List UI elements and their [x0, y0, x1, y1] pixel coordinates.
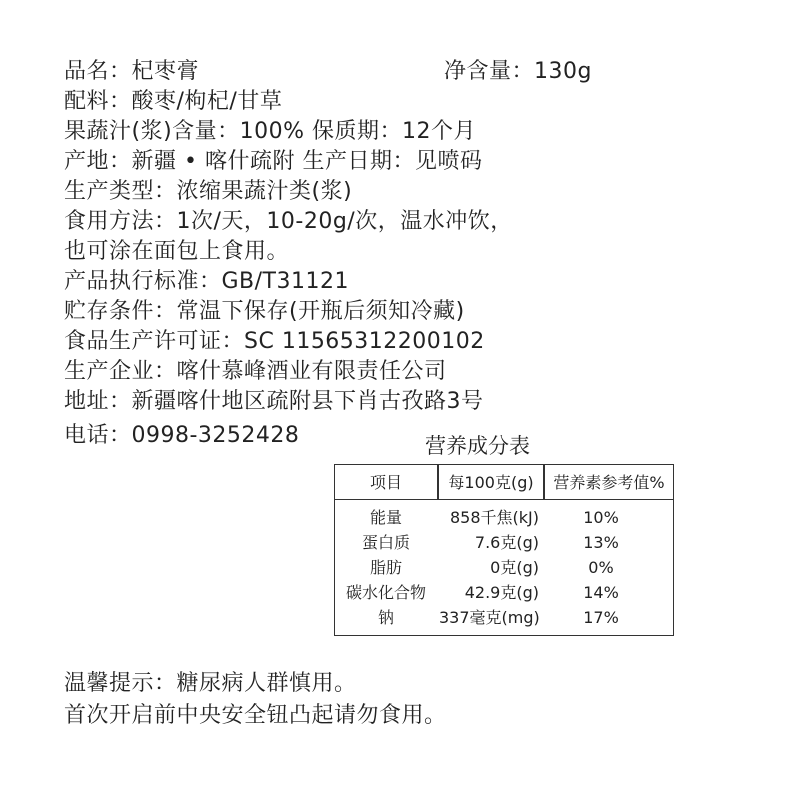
nutrient-name: 脂肪 [369, 558, 402, 577]
header-per-100g: 每100克(g) [448, 473, 534, 492]
nutrient-amount: 858千焦(kJ) [449, 508, 539, 527]
label-line-address: 地址：新疆喀什地区疏附县下肖古孜路3号 [64, 389, 484, 414]
nutrient-amount: 42.9克(g) [464, 583, 539, 602]
label-line-product-type: 生产类型：浓缩果蔬汁类(浆) [64, 179, 353, 204]
product-name-text: 品名：杞枣膏 [64, 59, 200, 84]
label-line-product-name [64, 57, 592, 87]
nutrient-amount: 0克(g) [490, 558, 539, 577]
label-line-manufacturer: 生产企业：喀什慕峰酒业有限责任公司 [64, 359, 447, 384]
label-line-origin: 产地：新疆 • 喀什疏附 生产日期：见喷码 [64, 149, 483, 174]
nutrition-header-row [335, 465, 673, 500]
nutrient-nrv: 10% [583, 508, 619, 527]
nutrient-amount: 337毫克(mg) [439, 608, 540, 627]
nutrient-nrv: 14% [583, 583, 619, 602]
tip-diabetes: 温馨提示：糖尿病人群慎用。 [64, 671, 357, 696]
label-line-phone: 电话：0998-3252428 [64, 423, 300, 448]
nutrient-nrv: 0% [588, 558, 614, 577]
nutrient-name: 钠 [377, 608, 394, 627]
nutrient-name: 碳水化合物 [345, 583, 426, 602]
label-line-storage: 贮存条件：常温下保存(开瓶后须知冷藏) [64, 299, 465, 324]
label-line-usage: 食用方法：1次/天，10-20g/次，温水冲饮， [64, 209, 513, 234]
net-content-text: 净含量：130g [444, 59, 592, 84]
nutrition-title: 营养成分表 [425, 434, 530, 458]
label-line-standard: 产品执行标准：GB/T31121 [64, 269, 349, 294]
label-line-usage-cont: 也可涂在面包上食用。 [64, 239, 290, 264]
label-line-juice-content: 果蔬汁(浆)含量：100% 保质期：12个月 [64, 119, 477, 144]
label-line-license: 食品生产许可证：SC 11565312200102 [64, 329, 485, 354]
nutrient-name: 能量 [369, 508, 402, 527]
header-nrv: 营养素参考值% [553, 473, 665, 492]
header-item: 项目 [369, 473, 402, 492]
nutrient-name: 蛋白质 [361, 533, 410, 552]
nutrient-nrv: 13% [583, 533, 619, 552]
nutrient-amount: 7.6克(g) [474, 533, 539, 552]
nutrient-nrv: 17% [583, 608, 619, 627]
nutrition-table [334, 464, 674, 636]
label-line-ingredients: 配料：酸枣/枸杞/甘草 [64, 89, 283, 114]
tip-safety-button: 首次开启前中央安全钮凸起请勿食用。 [64, 703, 447, 728]
